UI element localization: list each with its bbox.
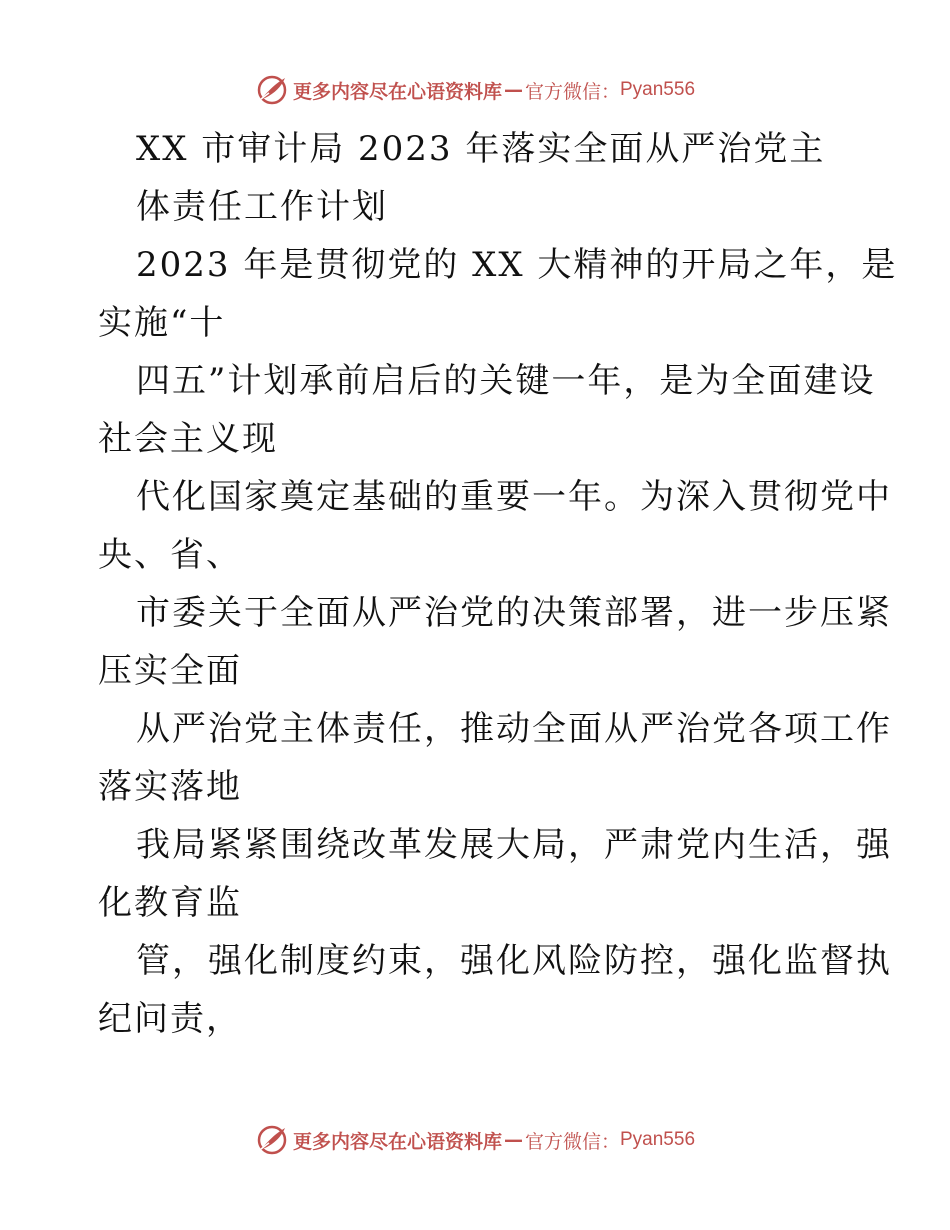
- paragraph-line: 化教育监: [98, 883, 242, 923]
- paragraph-line: 社会主义现: [98, 419, 278, 459]
- document-title-line-2: 体责任工作计划: [136, 187, 388, 227]
- paragraph-line: 管，强化制度约束，强化风险防控，强化监督执: [136, 941, 892, 981]
- document-title-line-1: XX 市审计局 2023 年落实全面从严治党主: [136, 129, 826, 169]
- watermark-brand-text: 更多内容尽在心语资料库: [292, 1130, 502, 1153]
- paragraph-line: 央、省、: [98, 535, 242, 575]
- footer-watermark: [0, 1120, 950, 1160]
- watermark-separator: —: [503, 1129, 523, 1151]
- paragraph-line: 2023 年是贯彻党的 XX 大精神的开局之年，是: [136, 245, 898, 285]
- paragraph-line: 市委关于全面从严治党的决策部署，进一步压紧: [136, 593, 892, 633]
- watermark-wechat-label: 官方微信：: [524, 1130, 620, 1153]
- watermark-wechat-id: Pyan556: [620, 1129, 696, 1150]
- paragraph-line: 代化国家奠定基础的重要一年。为深入贯彻党中: [136, 477, 892, 517]
- paragraph-line: 四五”计划承前启后的关键一年，是为全面建设: [136, 361, 876, 401]
- watermark-wechat-id: Pyan556: [620, 79, 696, 100]
- paragraph-line: 纪问责，: [98, 999, 242, 1039]
- header-watermark: [0, 70, 950, 110]
- paragraph-line: 压实全面: [98, 651, 242, 691]
- paragraph-line: 从严治党主体责任，推动全面从严治党各项工作: [136, 709, 892, 749]
- paragraph-line: 我局紧紧围绕改革发展大局，严肃党内生活，强: [136, 825, 892, 865]
- paragraph-line: 落实落地: [98, 767, 242, 807]
- watermark-separator: —: [503, 79, 523, 101]
- watermark-brand-text: 更多内容尽在心语资料库: [292, 80, 502, 103]
- quill-pen-logo-icon: [255, 1123, 289, 1157]
- watermark-wechat-label: 官方微信：: [524, 80, 620, 103]
- quill-pen-logo-icon: [255, 73, 289, 107]
- paragraph-line: 实施“十: [98, 303, 226, 343]
